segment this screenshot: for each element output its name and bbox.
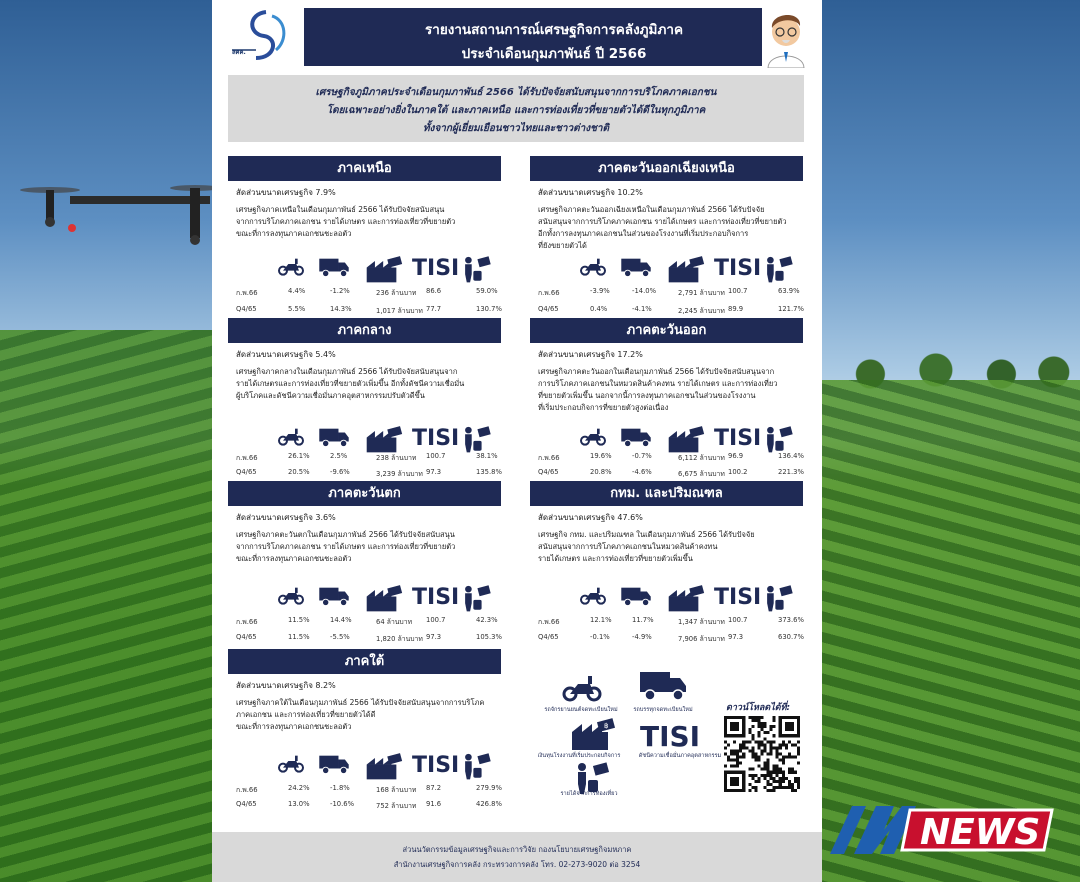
region-description bbox=[236, 529, 496, 565]
region-title: ภาคตะวันออก bbox=[530, 318, 803, 343]
summary-line-1: เศรษฐกิจภูมิภาคประจำเดือนกุมภาพันธ์ 2566 ได้รับปัจจัยสนับสนุนจากการบริโภคภาคเอกชน bbox=[315, 87, 717, 98]
region-description bbox=[236, 204, 496, 240]
row-label: Q4/65 bbox=[236, 800, 257, 808]
row-label: ก.พ.66 bbox=[236, 289, 258, 297]
indicator-value: 1,820 ล้านบาท bbox=[376, 635, 423, 643]
indicator-value: -5.5% bbox=[330, 633, 350, 641]
description-line: เศรษฐกิจ กทม. และปริมณฑล ในเดือนกุมภาพันธ์ 2566 ได้รับปัจจัย bbox=[538, 530, 755, 539]
infographic-panel bbox=[212, 0, 822, 882]
page-subtitle: ประจำเดือนกุมภาพันธ์ ปี 2566 bbox=[461, 46, 647, 62]
indicator-value: 87.2 bbox=[426, 784, 442, 792]
indicator-value: -3.9% bbox=[590, 287, 610, 295]
motorcycle-icon bbox=[276, 426, 306, 450]
indicator-icons bbox=[272, 753, 500, 781]
indicator-value: 2.5% bbox=[330, 452, 348, 460]
description-line: ที่ยังขยายตัวได้ bbox=[538, 241, 587, 250]
current-month-row bbox=[538, 452, 803, 462]
region-description bbox=[538, 366, 798, 414]
truck-icon bbox=[318, 426, 350, 452]
header-bar bbox=[304, 8, 804, 66]
indicator-value: 100.7 bbox=[728, 616, 748, 624]
indicator-value: 13.0% bbox=[288, 800, 310, 808]
tourist-icon bbox=[458, 753, 492, 785]
current-month-row bbox=[236, 616, 501, 626]
indicator-icons bbox=[272, 585, 500, 613]
current-month-row bbox=[538, 616, 803, 626]
motorcycle-icon bbox=[276, 753, 306, 777]
indicator-value: 12.1% bbox=[590, 616, 612, 624]
description-line: เศรษฐกิจภาคเหนือในเดือนกุมภาพันธ์ 2566 ได้รับปัจจัยสนับสนุน bbox=[236, 205, 445, 214]
region-card bbox=[530, 156, 803, 326]
description-line: ที่เริ่มประกอบกิจการที่ขยายตัวสูงต่อเนื่อง bbox=[538, 403, 669, 412]
previous-quarter-row bbox=[538, 633, 803, 643]
motorcycle-icon bbox=[578, 585, 608, 609]
row-label: Q4/65 bbox=[236, 633, 257, 641]
indicator-value: 1,347 ล้านบาท bbox=[678, 618, 725, 626]
previous-quarter-row bbox=[236, 633, 501, 643]
row-label: ก.พ.66 bbox=[236, 786, 258, 794]
region-card bbox=[228, 649, 501, 819]
tisi-logo: TISI bbox=[714, 426, 762, 451]
truck-icon bbox=[318, 753, 350, 779]
indicator-value: 5.5% bbox=[288, 305, 306, 313]
current-month-row bbox=[236, 452, 501, 462]
indicator-value: 6,675 ล้านบาท bbox=[678, 470, 725, 478]
current-month-row bbox=[236, 287, 501, 297]
row-label: ก.พ.66 bbox=[236, 618, 258, 626]
indicator-value: 100.7 bbox=[426, 616, 446, 624]
row-label: Q4/65 bbox=[236, 468, 257, 476]
indicator-value: 752 ล้านบาท bbox=[376, 802, 417, 810]
description-line: เศรษฐกิจภาคตะวันตกในเดือนกุมภาพันธ์ 2566 ได้รับปัจจัยสนับสนุน bbox=[236, 530, 455, 539]
indicator-value: 63.9% bbox=[778, 287, 800, 295]
factory-icon bbox=[364, 585, 404, 617]
indicator-value: 26.1% bbox=[288, 452, 310, 460]
previous-quarter-row bbox=[538, 305, 803, 315]
economy-share: สัดส่วนขนาดเศรษฐกิจ 47.6% bbox=[538, 513, 643, 522]
indicator-icons bbox=[272, 256, 500, 284]
row-label: ก.พ.66 bbox=[538, 289, 560, 297]
row-label: Q4/65 bbox=[538, 305, 559, 313]
legend-moto-label: รถจักรยานยนต์จดทะเบียนใหม่ bbox=[544, 707, 618, 713]
indicator-value: 373.6% bbox=[778, 616, 804, 624]
indicator-value: 38.1% bbox=[476, 452, 498, 460]
motorcycle-icon bbox=[276, 256, 306, 280]
indicator-value: 221.3% bbox=[778, 468, 804, 476]
tisi-logo: TISI bbox=[412, 426, 460, 451]
truck-icon bbox=[620, 256, 652, 282]
truck-icon bbox=[318, 585, 350, 611]
legend-factory-label: เงินทุนโรงงานที่เริ่มประกอบกิจการ bbox=[537, 753, 621, 759]
motorcycle-icon bbox=[578, 256, 608, 280]
tea-field-left bbox=[0, 330, 215, 882]
legend-truck-label: รถบรรทุกจดทะเบียนใหม่ bbox=[633, 707, 693, 713]
indicator-value: 42.3% bbox=[476, 616, 498, 624]
truck-icon bbox=[620, 426, 652, 452]
truck-icon bbox=[620, 585, 652, 611]
region-description bbox=[236, 366, 496, 402]
region-title: ภาคตะวันออกเฉียงเหนือ bbox=[530, 156, 803, 181]
factory-icon bbox=[666, 256, 706, 288]
indicator-value: 97.3 bbox=[728, 633, 744, 641]
indicator-value: -4.6% bbox=[632, 468, 652, 476]
indicator-value: 20.5% bbox=[288, 468, 310, 476]
indicator-value: 97.3 bbox=[426, 468, 442, 476]
description-line: เศรษฐกิจภาคใต้ในเดือนกุมภาพันธ์ 2566 ได้รับปัจจัยสนับสนุนจากการบริโภค bbox=[236, 698, 485, 707]
region-card bbox=[530, 481, 803, 651]
indicator-value: 2,245 ล้านบาท bbox=[678, 307, 725, 315]
indicator-value: 86.6 bbox=[426, 287, 442, 295]
description-line: ผู้บริโภคและดัชนีความเชื่อมั่นภาคอุตสาหกรรมปรับตัวดีขึ้น bbox=[236, 391, 425, 400]
motorcycle-icon bbox=[560, 672, 604, 702]
truck-icon bbox=[638, 668, 688, 702]
indicator-value: -0.1% bbox=[590, 633, 610, 641]
row-label: ก.พ.66 bbox=[538, 454, 560, 462]
indicator-icons bbox=[574, 585, 802, 613]
truck-icon bbox=[318, 256, 350, 282]
indicator-value: 100.7 bbox=[728, 287, 748, 295]
factory-icon bbox=[364, 256, 404, 288]
indicator-value: -10.6% bbox=[330, 800, 355, 808]
indicator-value: -4.1% bbox=[632, 305, 652, 313]
region-description bbox=[538, 204, 798, 252]
factory-icon bbox=[570, 718, 616, 752]
region-card bbox=[530, 318, 803, 488]
indicator-value: 1,017 ล้านบาท bbox=[376, 307, 423, 315]
page-title: รายงานสถานการณ์เศรษฐกิจการคลังภูมิภาค bbox=[425, 22, 683, 38]
tisi-logo: TISI bbox=[714, 256, 762, 281]
indicator-value: 100.7 bbox=[426, 452, 446, 460]
indicator-value: -9.6% bbox=[330, 468, 350, 476]
indicator-value: 236 ล้านบาท bbox=[376, 289, 417, 297]
footer-line-2: สำนักงานเศรษฐกิจการคลัง กระทรวงการคลัง โทร. 02-273-9020 ต่อ 3254 bbox=[393, 860, 641, 869]
legend bbox=[530, 666, 800, 806]
indicator-icons bbox=[574, 256, 802, 284]
footer-line-1: ส่วนนวัตกรรมข้อมูลเศรษฐกิจและการวิจัย กองนโยบายเศรษฐกิจมหภาค bbox=[402, 845, 632, 854]
indicator-value: -4.9% bbox=[632, 633, 652, 641]
indicator-value: 100.2 bbox=[728, 468, 748, 476]
current-month-row bbox=[538, 287, 803, 297]
description-line: รายได้เกษตรและการท่องเที่ยวที่ขยายตัวเพิ่มขึ้น อีกทั้งดัชนีความเชื่อมั่น bbox=[236, 379, 465, 388]
motorcycle-icon bbox=[276, 585, 306, 609]
motorcycle-icon bbox=[578, 426, 608, 450]
description-line: รายได้เกษตร และการท่องเที่ยวที่ขยายตัวเพิ่มขึ้น bbox=[538, 554, 693, 563]
legend-tourist-label: รายได้จากการท่องเที่ยว bbox=[560, 791, 618, 797]
indicator-value: 20.8% bbox=[590, 468, 612, 476]
indicator-value: 168 ล้านบาท bbox=[376, 786, 417, 794]
row-label: Q4/65 bbox=[538, 633, 559, 641]
factory-icon bbox=[666, 585, 706, 617]
row-label: ก.พ.66 bbox=[236, 454, 258, 462]
footer bbox=[212, 832, 822, 882]
indicator-value: 89.9 bbox=[728, 305, 744, 313]
description-line: จากการบริโภคภาคเอกชน รายได้เกษตร และการท่องเที่ยวที่ขยายตัว bbox=[236, 217, 456, 226]
region-description bbox=[236, 697, 496, 733]
indicator-value: 77.7 bbox=[426, 305, 442, 313]
description-line: ขณะที่การลงทุนภาคเอกชนชะลอตัว bbox=[236, 554, 352, 563]
region-card bbox=[228, 481, 501, 651]
tisi-logo: TISI bbox=[412, 256, 460, 281]
indicator-value: 238 ล้านบาท bbox=[376, 454, 417, 462]
svg-text:฿: ฿ bbox=[604, 722, 609, 730]
row-label: Q4/65 bbox=[538, 468, 559, 476]
economy-share: สัดส่วนขนาดเศรษฐกิจ 8.2% bbox=[236, 681, 336, 690]
description-line: สนับสนุนจากการบริโภคภาคเอกชนในหมวดสินค้าคงทน bbox=[538, 542, 718, 551]
previous-quarter-row bbox=[236, 305, 501, 315]
description-line: เศรษฐกิจภาคตะวันออกในเดือนกุมภาพันธ์ 2566 ได้รับปัจจัยสนับสนุนจาก bbox=[538, 367, 775, 376]
description-line: ที่ขยายตัวเพิ่มขึ้น นอกจากนี้การลงทุนภาคเอกชนในส่วนของโรงงาน bbox=[538, 391, 756, 400]
indicator-value: -1.8% bbox=[330, 784, 350, 792]
description-line: ภาคเอกชน และการท่องเที่ยวที่ขยายตัวได้ดี bbox=[236, 710, 376, 719]
tourist-icon bbox=[458, 585, 492, 617]
indicator-value: 19.6% bbox=[590, 452, 612, 460]
summary-box bbox=[228, 75, 804, 142]
indicator-value: 97.3 bbox=[426, 633, 442, 641]
previous-quarter-row bbox=[236, 800, 501, 810]
tourist-icon bbox=[760, 585, 794, 617]
indicator-value: 11.7% bbox=[632, 616, 654, 624]
indicator-value: 630.7% bbox=[778, 633, 804, 641]
description-line: เศรษฐกิจภาคกลางในเดือนกุมภาพันธ์ 2566 ได้รับปัจจัยสนับสนุนจาก bbox=[236, 367, 458, 376]
tisi-logo: TISI bbox=[714, 585, 762, 610]
indicator-value: 11.5% bbox=[288, 616, 310, 624]
indicator-value: -1.2% bbox=[330, 287, 350, 295]
economy-share: สัดส่วนขนาดเศรษฐกิจ 3.6% bbox=[236, 513, 336, 522]
tourist-icon bbox=[760, 256, 794, 288]
region-title: ภาคตะวันตก bbox=[228, 481, 501, 506]
description-line: การบริโภคภาคเอกชนในหมวดสินค้าคงทน รายได้เกษตร และการท่องเที่ยว bbox=[538, 379, 778, 388]
indicator-value: 4.4% bbox=[288, 287, 306, 295]
indicator-value: 11.5% bbox=[288, 633, 310, 641]
description-line: จากการบริโภคภาคเอกชน รายได้เกษตร และการท่องเที่ยวที่ขยายตัว bbox=[236, 542, 456, 551]
description-line: อีกทั้งการลงทุนภาคเอกชนในส่วนของโรงงานที่เริ่มประกอบกิจการ bbox=[538, 229, 749, 238]
previous-quarter-row bbox=[236, 468, 501, 478]
tisi-logo: TISI bbox=[412, 753, 460, 778]
description-line: ขณะที่การลงทุนภาคเอกชนชะลอตัว bbox=[236, 229, 352, 238]
indicator-value: 59.0% bbox=[476, 287, 498, 295]
region-description bbox=[538, 529, 798, 565]
indicator-value: 2,791 ล้านบาท bbox=[678, 289, 725, 297]
region-card bbox=[228, 318, 501, 488]
legend-tisi-label: ดัชนีความเชื่อมั่นภาคอุตสาหกรรม bbox=[638, 753, 722, 759]
indicator-value: 136.4% bbox=[778, 452, 804, 460]
description-line: ขณะที่การลงทุนภาคเอกชนชะลอตัว bbox=[236, 722, 352, 731]
logo-text: สศค. bbox=[232, 49, 246, 56]
summary-line-3: ทั้งจากผู้เยี่ยมเยือนชาวไทยและชาวต่างชาติ bbox=[422, 123, 610, 134]
economy-share: สัดส่วนขนาดเศรษฐกิจ 5.4% bbox=[236, 350, 336, 359]
news-channel-logo bbox=[824, 800, 1056, 858]
indicator-value: 64 ล้านบาท bbox=[376, 618, 413, 626]
indicator-value: 91.6 bbox=[426, 800, 442, 808]
download-caption: ดาวน์โหลดได้ที่: bbox=[726, 703, 791, 713]
tourist-icon bbox=[458, 256, 492, 288]
indicator-value: 24.2% bbox=[288, 784, 310, 792]
indicator-value: 135.8% bbox=[476, 468, 502, 476]
row-label: ก.พ.66 bbox=[538, 618, 560, 626]
economy-share: สัดส่วนขนาดเศรษฐกิจ 17.2% bbox=[538, 350, 643, 359]
region-title: ภาคกลาง bbox=[228, 318, 501, 343]
qr-code[interactable] bbox=[724, 716, 800, 792]
previous-quarter-row bbox=[538, 468, 803, 478]
region-card bbox=[228, 156, 501, 326]
indicator-icons bbox=[574, 426, 802, 454]
economist-avatar-icon bbox=[760, 4, 812, 68]
drone-image bbox=[10, 178, 220, 248]
description-line: สนับสนุนจากการบริโภคภาคเอกชน รายได้เกษตร และการท่องเที่ยวที่ขยายตัว bbox=[538, 217, 787, 226]
indicator-value: 7,906 ล้านบาท bbox=[678, 635, 725, 643]
row-label: Q4/65 bbox=[236, 305, 257, 313]
indicator-value: 0.4% bbox=[590, 305, 608, 313]
indicator-value: 3,239 ล้านบาท bbox=[376, 470, 423, 478]
indicator-value: 279.9% bbox=[476, 784, 502, 792]
indicator-value: 14.3% bbox=[330, 305, 352, 313]
economy-share: สัดส่วนขนาดเศรษฐกิจ 10.2% bbox=[538, 188, 643, 197]
tisi-logo: TISI bbox=[412, 585, 460, 610]
indicator-value: 6,112 ล้านบาท bbox=[678, 454, 725, 462]
indicator-value: -14.0% bbox=[632, 287, 657, 295]
factory-icon bbox=[364, 753, 404, 785]
current-month-row bbox=[236, 784, 501, 794]
indicator-value: 130.7% bbox=[476, 305, 502, 313]
summary-line-2: โดยเฉพาะอย่างยิ่งในภาคใต้ และภาคเหนือ และการท่องเที่ยวที่ขยายตัวได้ดีในทุกภูมิภาค bbox=[326, 105, 706, 116]
indicator-value: 121.7% bbox=[778, 305, 804, 313]
watermark-text: NEWS bbox=[920, 812, 1041, 853]
indicator-value: 96.9 bbox=[728, 452, 744, 460]
region-title: ภาคใต้ bbox=[228, 649, 501, 674]
indicator-value: 105.3% bbox=[476, 633, 502, 641]
indicator-value: 426.8% bbox=[476, 800, 502, 808]
description-line: เศรษฐกิจภาคตะวันออกเฉียงเหนือในเดือนกุมภาพันธ์ 2566 ได้รับปัจจัย bbox=[538, 205, 765, 214]
indicator-value: -0.7% bbox=[632, 452, 652, 460]
economy-share: สัดส่วนขนาดเศรษฐกิจ 7.9% bbox=[236, 188, 336, 197]
region-title: ภาคเหนือ bbox=[228, 156, 501, 181]
indicator-icons bbox=[272, 426, 500, 454]
tisi-logo: TISI bbox=[640, 720, 701, 753]
indicator-value: 14.4% bbox=[330, 616, 352, 624]
region-title: กทม. และปริมณฑล bbox=[530, 481, 803, 506]
